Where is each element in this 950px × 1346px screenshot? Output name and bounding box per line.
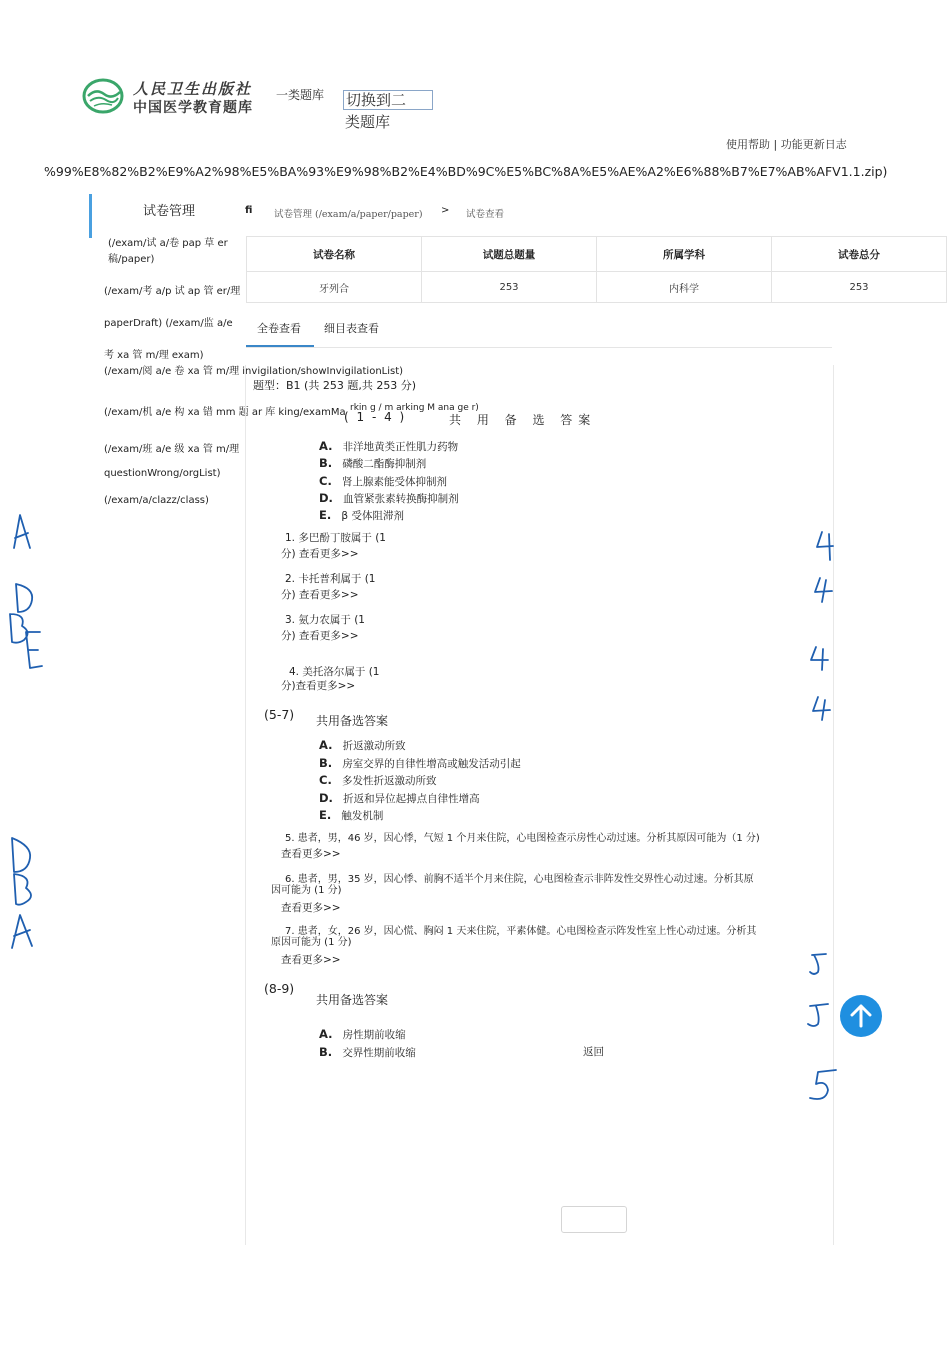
current-library-label: 一类题库 (276, 88, 325, 102)
group-title: 共用备选答案 (316, 714, 389, 728)
publisher-name: 人民卫生出版社 (133, 80, 253, 98)
view-more-link[interactable]: 分) 查看更多>> (281, 630, 359, 642)
view-more-link[interactable]: 分)查看更多>> (281, 680, 356, 692)
question-text: 5. 患者，男，46 岁，因心悸，气短 1 个月来住院，心电图检查示房性心动过速。分析其原因可能为（1 分) (285, 833, 760, 844)
option-item: C. 多发性折返激动所致 (319, 773, 437, 787)
sidebar-item[interactable]: questionWrong/orgList) (104, 468, 221, 479)
col-subject: 所属学科 (597, 237, 772, 272)
sidebar-item[interactable]: (/exam/机 a/e 构 xa 错 mm 题 ar 库 king/examMa (104, 407, 346, 418)
help-link[interactable]: 使用帮助 (726, 138, 770, 151)
sidebar-item[interactable]: (/exam/考 a/p 试 ap 管 er/理 (104, 286, 241, 297)
breadcrumb-separator: > (441, 205, 450, 216)
view-more-link[interactable]: 查看更多>> (281, 954, 341, 966)
link-separator: | (773, 138, 778, 151)
option-item: E. 触发机制 (319, 808, 384, 822)
option-item: A. 折返激动所致 (319, 738, 406, 752)
option-item: E. β 受体阻滞剂 (319, 508, 404, 522)
cell-subject: 内科学 (597, 272, 772, 303)
tab-detail-table[interactable]: 细目表查看 (324, 322, 379, 335)
sidebar-item[interactable]: (/exam/试 a/卷 pap 草 er (108, 238, 228, 249)
group-range: ( 1 - 4 ) (344, 410, 407, 424)
cell-total-score: 253 (772, 272, 947, 303)
question-type-summary: 题型：B1 (共 253 题,共 253 分) (253, 379, 417, 392)
option-item: B. 房室交界的自律性增高或触发活动引起 (319, 756, 521, 770)
breadcrumb-parent[interactable]: 试卷管理 (/exam/a/paper/paper) (274, 209, 423, 220)
view-more-link[interactable]: 查看更多>> (281, 902, 341, 914)
option-item: D. 血管紧张素转换酶抑制剂 (319, 491, 459, 505)
sidebar-item[interactable]: 考 xa 管 m/理 exam) (104, 350, 204, 361)
option-item: A. 非洋地黄类正性肌力药物 (319, 439, 459, 453)
col-question-count: 试题总题量 (422, 237, 597, 272)
sidebar-item[interactable]: 稿/paper) (108, 254, 155, 265)
sidebar-item[interactable]: (/exam/a/clazz/class) (104, 495, 209, 506)
brand-name: 中国医学教育题库 (133, 100, 253, 116)
question-text: 3. 氨力农属于 (1 (285, 614, 365, 626)
view-more-link[interactable]: 分) 查看更多>> (281, 589, 359, 601)
sidebar-item[interactable]: (/exam/班 a/e 级 xa 管 m/理 (104, 444, 240, 455)
question-text-cont: 原因可能为 (1 分) (271, 937, 352, 948)
group-title: 共 用 备 选 答案 (449, 413, 597, 427)
switch-library-button[interactable]: 切换到二 (343, 90, 433, 110)
question-text: 4. 美托洛尔属于 (1 (289, 666, 380, 678)
update-log-link[interactable]: 功能更新日志 (780, 138, 847, 151)
option-item: C. 肾上腺素能受体抑制剂 (319, 474, 447, 488)
group-title: 共用备选答案 (316, 993, 389, 1007)
switch-library-button-text[interactable]: 类题库 (345, 113, 391, 131)
view-more-link[interactable]: 分) 查看更多>> (281, 548, 359, 560)
option-item: B. 磷酸二酯酶抑制剂 (319, 456, 427, 470)
breadcrumb-current: 试卷查看 (466, 209, 505, 220)
view-more-link[interactable]: 查看更多>> (281, 848, 341, 860)
sidebar-title[interactable]: 试卷管理 (143, 204, 196, 219)
col-total-score: 试卷总分 (772, 237, 947, 272)
question-text: 2. 卡托普利属于 (1 (285, 573, 376, 585)
cell-paper-name: 牙列合 (247, 272, 422, 303)
sidebar-overflow-fragment: rkin g / m arking M ana ge r) (350, 403, 479, 413)
question-text: 6. 患者，男，35 岁，因心悸、前胸不适半个月来住院，心电图检查示非阵发性交界性心动过速。分析其原 (285, 874, 754, 885)
group-range: (8-9) (264, 981, 295, 996)
sidebar-item[interactable]: paperDraft) (/exam/监 a/e (104, 318, 233, 329)
option-item: B. 交界性期前收缩 (319, 1045, 416, 1059)
sidebar-item[interactable]: (/exam/阅 a/e 卷 xa 管 m/理 invigilation/showInvigilationList) (104, 366, 404, 377)
question-text: 1. 多巴酚丁胺属于 (1 (285, 532, 386, 544)
question-text-cont: 因可能为 (1 分) (271, 885, 342, 896)
col-paper-name: 试卷名称 (247, 237, 422, 272)
cell-question-count: 253 (422, 272, 597, 303)
return-button[interactable]: 返回 (583, 1046, 604, 1058)
option-item: D. 折返和异位起搏点自律性增高 (319, 791, 480, 805)
home-icon[interactable]: fi (245, 205, 253, 216)
option-item: A. 房性期前收缩 (319, 1027, 406, 1041)
download-url-fragment[interactable]: %99%E8%82%B2%E9%A2%98%E5%BA%93%E9%98%B2%E4%BD%9C%E5%BC%8A%E5%AE%A2%E6%88%B7%E7%AB%AFV1.1.zip) (44, 164, 888, 179)
tab-full-paper[interactable]: 全卷查看 (257, 322, 301, 335)
question-text: 7. 患者，女，26 岁，因心慌、胸闷 1 天来住院，平素体健。心电图检查示阵发性室上性心动过速。分析其 (285, 926, 757, 937)
group-range: (5-7) (264, 707, 295, 722)
